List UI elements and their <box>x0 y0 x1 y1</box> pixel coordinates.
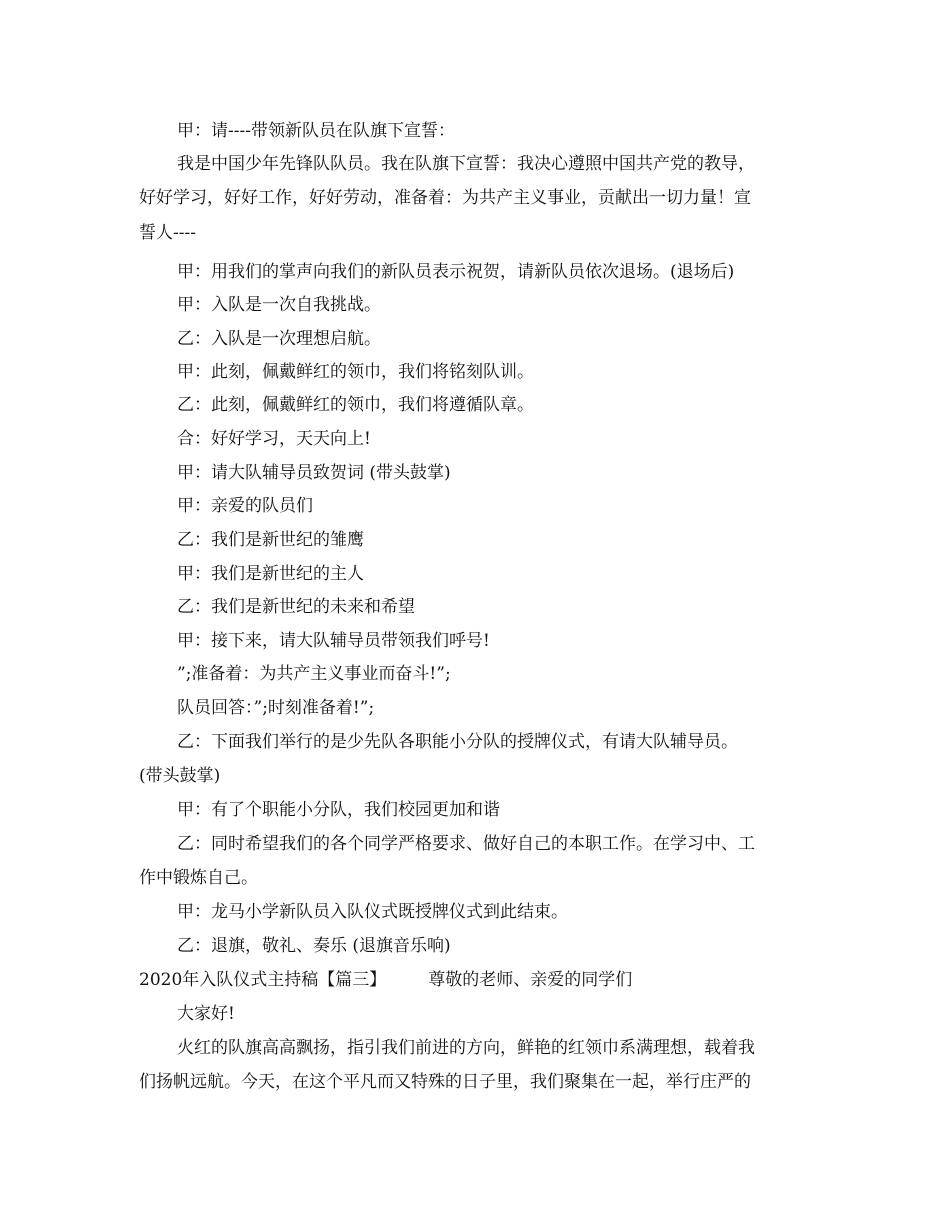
text-line: 甲：我们是新世纪的主人 <box>177 564 364 584</box>
text-line: 大家好! <box>177 1004 235 1024</box>
text-line: 甲：入队是一次自我挑战。 <box>177 295 381 315</box>
text-line: 乙：我们是新世纪的雏鹰 <box>177 530 364 550</box>
text-line: 作中锻炼自己。 <box>139 868 258 888</box>
text-line: ”;准备着：为共产主义事业而奋斗!”; <box>177 664 451 684</box>
text-line: 甲：有了个职能小分队，我们校园更加和谐 <box>177 800 500 820</box>
text-line: 好好学习，好好工作，好好劳动，准备着：为共产主义事业，贡献出一切力量！宣 <box>139 188 751 208</box>
section-heading: 2020年入队仪式主持稿【篇三】 <box>139 970 387 990</box>
text-line: 乙：同时希望我们的各个同学严格要求、做好自己的本职工作。在学习中、工 <box>177 834 755 854</box>
text-line: 甲：请----带领新队员在队旗下宣誓： <box>177 121 455 141</box>
section-heading-row <box>139 970 819 992</box>
text-line: 火红的队旗高高飘扬，指引我们前进的方向，鲜艳的红领巾系满理想，载着我 <box>177 1038 755 1058</box>
text-line: 合：好好学习，天天向上! <box>177 429 371 449</box>
text-line: 乙：下面我们举行的是少先队各职能小分队的授牌仪式，有请大队辅导员。 <box>177 732 738 752</box>
text-line: 们扬帆远航。今天，在这个平凡而又特殊的日子里，我们聚集在一起，举行庄严的 <box>139 1072 751 1092</box>
text-line: 甲：用我们的掌声向我们的新队员表示祝贺，请新队员依次退场。(退场后) <box>177 262 735 282</box>
text-line: (带头鼓掌) <box>139 766 221 786</box>
text-line: 甲：亲爱的队员们 <box>177 496 313 516</box>
text-line: 队员回答：”;时刻准备着!”; <box>177 698 375 718</box>
text-line: 甲：接下来，请大队辅导员带领我们呼号! <box>177 631 490 651</box>
text-line: 誓人---- <box>139 223 196 243</box>
salutation: 尊敬的老师、亲爱的同学们 <box>428 970 633 990</box>
text-line: 甲：此刻，佩戴鲜红的领巾，我们将铭刻队训。 <box>177 362 534 382</box>
text-line: 甲：龙马小学新队员入队仪式既授牌仪式到此结束。 <box>177 902 568 922</box>
text-line: 我是中国少年先锋队队员。我在队旗下宣誓：我决心遵照中国共产党的教导， <box>177 154 755 174</box>
text-line: 甲：请大队辅导员致贺词 (带头鼓掌) <box>177 463 451 483</box>
text-line: 乙：此刻，佩戴鲜红的领巾，我们将遵循队章。 <box>177 395 534 415</box>
text-line: 乙：入队是一次理想启航。 <box>177 329 381 349</box>
text-line: 乙：退旗，敬礼、奏乐 (退旗音乐响) <box>177 936 451 956</box>
text-line: 乙：我们是新世纪的未来和希望 <box>177 597 415 617</box>
